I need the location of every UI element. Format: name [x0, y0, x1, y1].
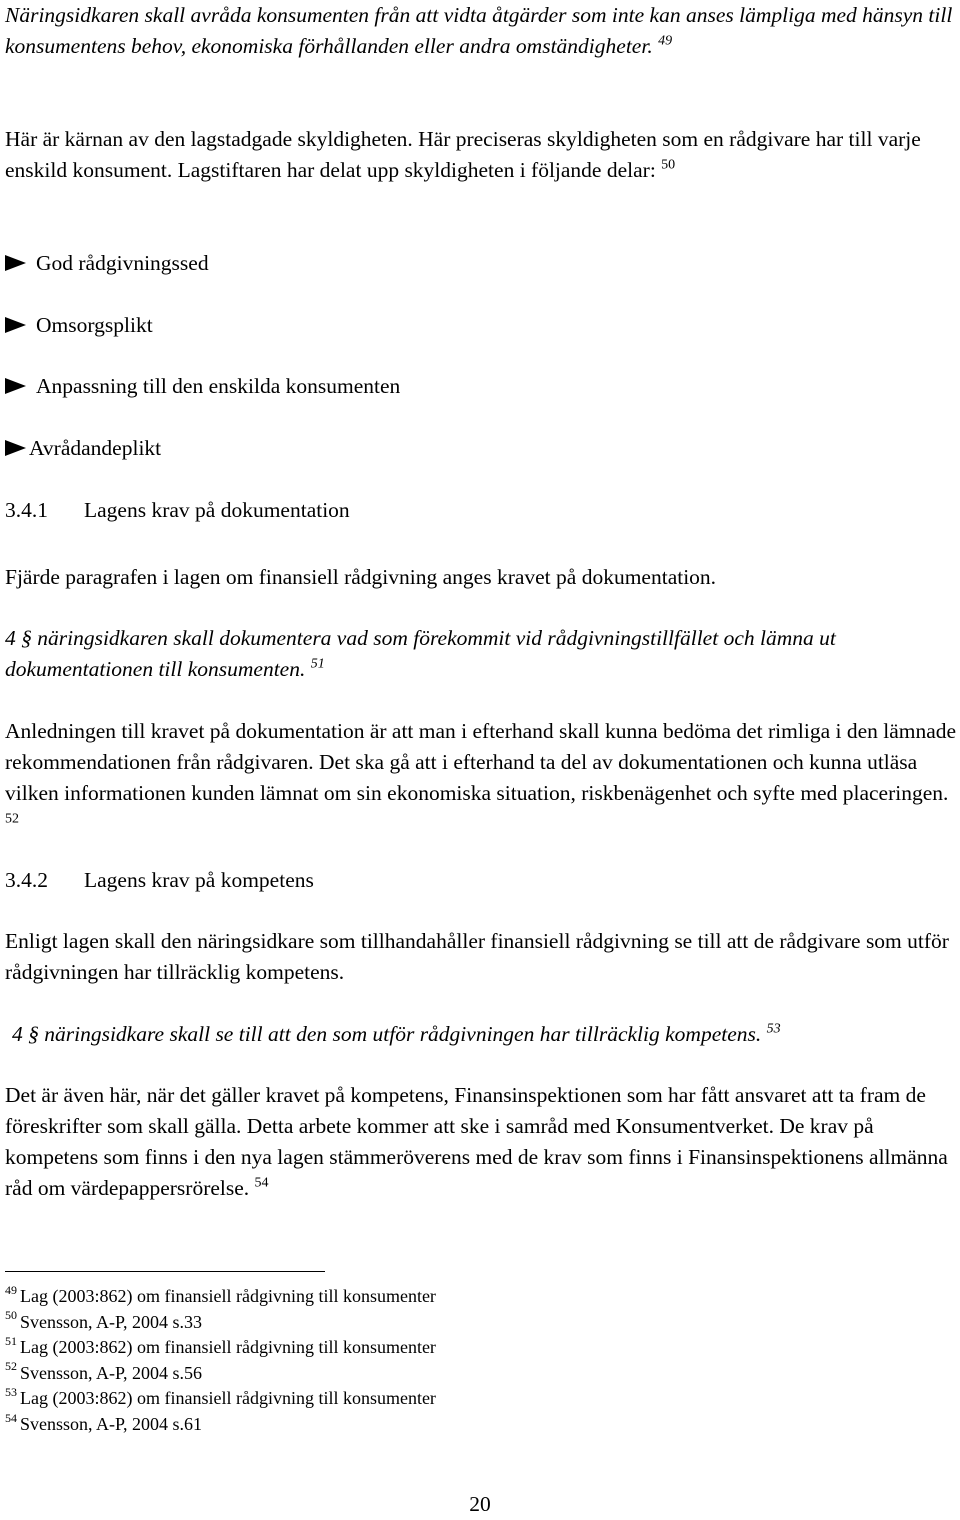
footnote-number: 52	[5, 1359, 17, 1374]
quoted-law-paragraph-dokumentation	[5, 623, 957, 685]
footnote-separator	[5, 1271, 325, 1272]
footnote-ref-50: 50	[661, 157, 676, 173]
paragraph-fjarde	[5, 562, 957, 593]
paragraph-text: 4 § näringsidkaren skall dokumentera vad som förekommit vid rådgivningstillfället och lämna ut dokumentationen till konsumenten.	[5, 626, 836, 681]
paragraph-text: Näringsidkaren skall avråda konsumenten från att vidta åtgärder som inte kan anses lämpliga med hänsyn till konsumentens behov, ekonomiska förhållanden eller andra omständigheter.	[5, 3, 953, 58]
paragraph-karnan	[5, 124, 957, 186]
footnote-ref-54: 54	[254, 1175, 269, 1191]
quoted-law-paragraph-kompetens	[12, 1019, 960, 1050]
footnote	[5, 1335, 436, 1361]
footnote	[5, 1310, 436, 1336]
section-title: Lagens krav på kompetens	[84, 868, 314, 892]
footnote-number: 49	[5, 1282, 17, 1297]
footnote-text: Svensson, A-P, 2004 s.61	[20, 1413, 203, 1434]
bullet-label: God rådgivningssed	[36, 251, 209, 275]
paragraph-anledningen	[5, 716, 957, 840]
right-pointer-icon	[5, 440, 26, 456]
section-heading-3-4-1	[5, 495, 350, 526]
footnote-ref-52: 52	[5, 811, 19, 827]
footnote-number: 50	[5, 1308, 17, 1323]
paragraph-text: Enligt lagen skall den näringsidkare som tillhandahåller finansiell rådgivning se till att de rådgivare som utför rådgivningen har tillräcklig kompetens.	[5, 929, 949, 984]
bullet-item	[5, 248, 209, 279]
paragraph-det-ar-aven	[5, 1080, 957, 1204]
bullet-label: Omsorgsplikt	[36, 313, 153, 337]
footnote-text: Lag (2003:862) om finansiell rådgivning till konsumenter	[20, 1388, 436, 1409]
footnote-number: 51	[5, 1333, 17, 1348]
footnote-ref-51: 51	[310, 656, 325, 672]
section-title: Lagens krav på dokumentation	[84, 498, 350, 522]
right-pointer-icon	[5, 378, 26, 394]
paragraph-text: Det är även här, när det gäller kravet på kompetens, Finansinspektionen som har fått ansvaret att ta fram de föreskrifter som skall gälla. Detta arbete kommer att ske i samråd med Konsumentverket. De krav på kompetens som finns i den nya lagen stämmeröverens med de krav som finns i Finansinspektionens allmänna råd om värdepappersrörelse.	[5, 1083, 948, 1200]
page-number: 20	[469, 1492, 491, 1516]
paragraph-text: 4 § näringsidkare skall se till att den som utför rådgivningen har tillräcklig kompetens.	[12, 1022, 762, 1046]
footnote	[5, 1361, 436, 1387]
bullet-item	[5, 310, 153, 341]
paragraph-text: Fjärde paragrafen i lagen om finansiell rådgivning anges kravet på dokumentation.	[5, 565, 717, 589]
footnote-text: Lag (2003:862) om finansiell rådgivning till konsumenter	[20, 1286, 436, 1306]
footnotes	[5, 1284, 436, 1438]
footnote	[5, 1386, 436, 1412]
right-pointer-icon	[5, 255, 26, 271]
bullet-label: Avrådandeplikt	[29, 436, 162, 460]
quoted-law-paragraph-avradandeplikt	[5, 0, 957, 62]
footnote-text: Lag (2003:862) om finansiell rådgivning till konsumenter	[20, 1337, 436, 1358]
right-pointer-icon	[5, 317, 26, 333]
footnote-text: Svensson, A-P, 2004 s.33	[20, 1311, 203, 1332]
bullet-item	[5, 371, 400, 402]
paragraph-text: Här är kärnan av den lagstadgade skyldigheten. Här preciseras skyldigheten som en rådgivare har till varje enskild konsument. Lagstiftaren har delat upp skyldigheten i följande delar:	[5, 127, 921, 182]
footnote-number: 54	[5, 1410, 17, 1425]
bullet-item	[5, 433, 161, 464]
footnote-text: Svensson, A-P, 2004 s.56	[20, 1362, 203, 1383]
footnote-ref-49: 49	[658, 33, 673, 49]
footnote	[5, 1412, 436, 1438]
paragraph-text: Anledningen till kravet på dokumentation är att man i efterhand skall kunna bedöma det rimliga i den lämnade rekommendationen från rådgivaren. Det ska gå att i efterhand ta del av dokumentationen och kunna utläsa vilken informationen kunden lämnat om sin ekonomiska situation, riskbenägenhet och syfte med placeringen.	[5, 719, 957, 805]
section-heading-3-4-2	[5, 865, 314, 896]
footnote-ref-53: 53	[766, 1021, 781, 1037]
bullet-label: Anpassning till den enskilda konsumenten	[36, 374, 401, 398]
paragraph-enligt-lagen	[5, 926, 957, 988]
footnote	[5, 1284, 436, 1310]
section-number: 3.4.1	[5, 498, 48, 522]
section-number: 3.4.2	[5, 868, 48, 892]
footnote-number: 53	[5, 1384, 17, 1399]
